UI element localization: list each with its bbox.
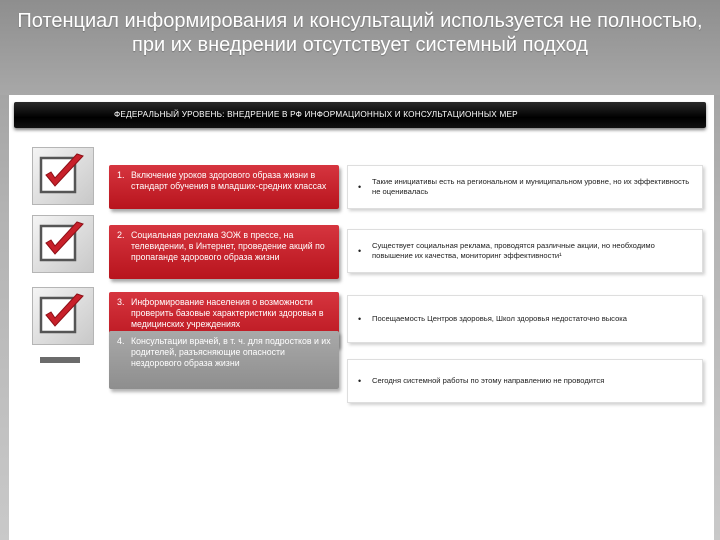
assessment-text: Сегодня системной работы по этому направлению не проводится bbox=[372, 376, 605, 385]
measure-text: Включение уроков здорового образа жизни в стандарт обучения в младших-средних классах bbox=[131, 170, 327, 191]
bullet: • bbox=[358, 314, 362, 324]
measure-number: 2. bbox=[117, 230, 125, 240]
checkmark-icon bbox=[32, 215, 94, 273]
assessment-box-4 bbox=[347, 359, 703, 403]
assessment-box-3 bbox=[347, 295, 703, 343]
assessment-text: Посещаемость Центров здоровья, Школ здоровья недостаточно высока bbox=[372, 314, 628, 323]
checkmark-icon bbox=[32, 147, 94, 205]
measure-card-4 bbox=[109, 331, 339, 389]
measure-number: 4. bbox=[117, 336, 125, 346]
assessment-text: Такие инициативы есть на региональном и муниципальном уровне, но их эффективность не оценивалась bbox=[372, 177, 690, 196]
bullet: • bbox=[358, 182, 362, 192]
checkmark-icon bbox=[32, 287, 94, 345]
measure-text: Социальная реклама ЗОЖ в прессе, на телевидении, в Интернет, проведение акций по пропаганде здорового образа жизни bbox=[131, 230, 325, 262]
measure-card-2 bbox=[109, 225, 339, 279]
slide-body bbox=[9, 95, 714, 540]
title-area bbox=[0, 0, 720, 95]
measure-number: 1. bbox=[117, 170, 125, 180]
measure-card-1 bbox=[109, 165, 339, 209]
dash-icon bbox=[40, 357, 80, 363]
bullet: • bbox=[358, 246, 362, 256]
assessment-box-2 bbox=[347, 229, 703, 273]
federal-level-banner: ФЕДЕРАЛЬНЫЙ УРОВЕНЬ: ВНЕДРЕНИЕ В РФ ИНФОРМАЦИОННЫХ И КОНСУЛЬТАЦИОННЫХ МЕР bbox=[14, 102, 706, 128]
page-title: Потенциал информирования и консультаций используется не полностью, при их внедрении отсутствует системный подход bbox=[17, 10, 703, 56]
assessment-box-1 bbox=[347, 165, 703, 209]
bullet: • bbox=[358, 376, 362, 386]
measure-text: Информирование населения о возможности проверить базовые характеристики здоровья в медицинских учреждениях bbox=[131, 297, 324, 329]
measure-number: 3. bbox=[117, 297, 125, 307]
assessment-text: Существует социальная реклама, проводятся различные акции, но необходимо повышение их качества, мониторинг эффективности¹ bbox=[372, 241, 655, 260]
measure-text: Консультации врачей, в т. ч. для подростков и их родителей, разъясняющие опасности нездорового образа жизни bbox=[131, 336, 331, 368]
